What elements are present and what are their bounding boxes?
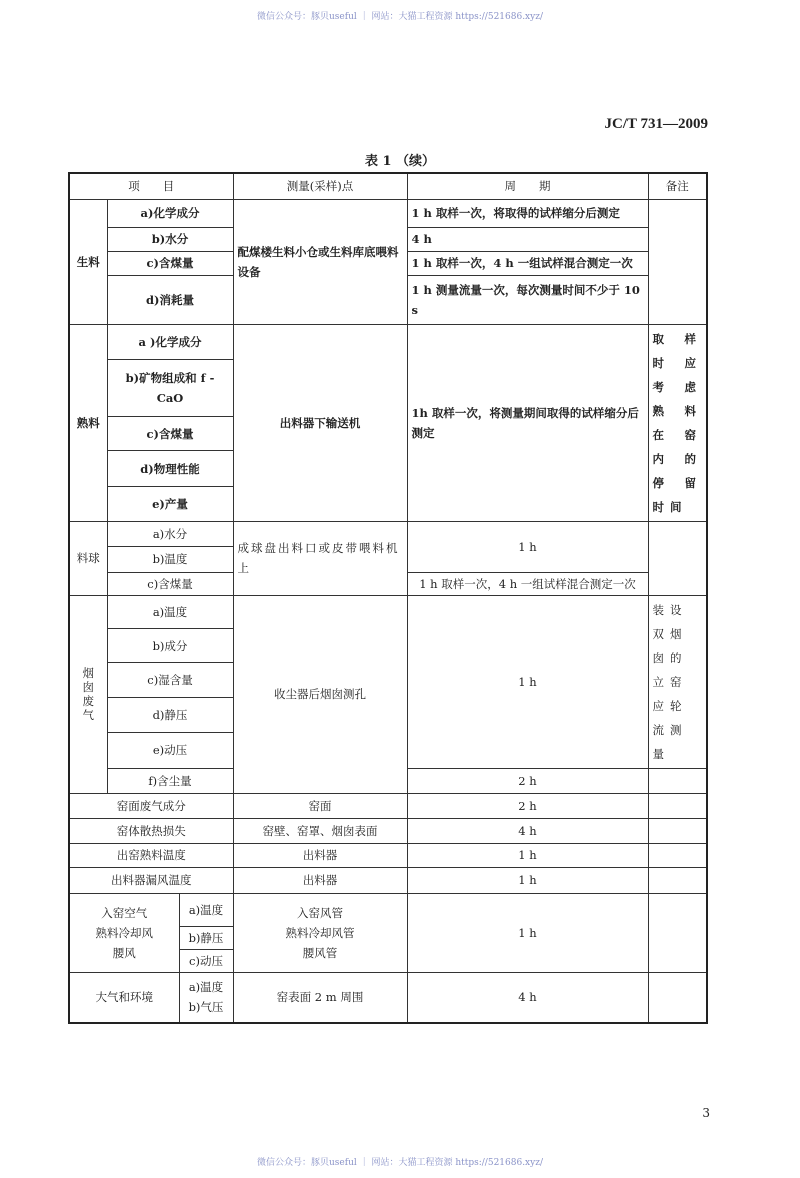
watermark-bottom: 微信公众号：豚贝useful ｜ 网站：大猫工程资源 https://521686.xyz/ <box>257 1158 543 1168</box>
table-row <box>69 199 707 227</box>
period: 1 h 取样一次，将取得的试样缩分后测定 <box>407 199 648 227</box>
item: c)动压 <box>179 949 233 972</box>
remark <box>648 843 707 867</box>
item: c)含煤量 <box>107 251 233 275</box>
item: a)水分 <box>107 521 233 546</box>
item: e)动压 <box>107 733 233 768</box>
item: b)温度 <box>107 546 233 572</box>
period: 1 h <box>407 595 648 768</box>
period: 1 h 取样一次，4 h 一组试样混合测定一次 <box>407 251 648 275</box>
header-period: 周 期 <box>407 173 648 199</box>
remark <box>648 199 707 324</box>
period: 1 h <box>407 843 648 867</box>
remark <box>648 818 707 843</box>
point: 窑面 <box>233 793 407 818</box>
item: 窑面废气成分 <box>69 793 233 818</box>
group-label: 料球 <box>69 521 107 595</box>
header-item: 项 目 <box>69 173 233 199</box>
point: 窑壁、窑罩、烟囱表面 <box>233 818 407 843</box>
item: c)湿含量 <box>107 663 233 698</box>
point: 配煤楼生料小仓或生料库底喂料设备 <box>233 199 407 324</box>
remark: 取样时应考虑熟料在窑内的停留时间 <box>648 324 707 521</box>
table-caption: 表 1 （续） <box>364 154 436 169</box>
period: 2 h <box>407 793 648 818</box>
period: 1 h <box>407 893 648 972</box>
period: 4 h <box>407 818 648 843</box>
item: 窑体散热损失 <box>69 818 233 843</box>
measurement-table <box>68 172 708 1024</box>
remark <box>648 793 707 818</box>
item: b)成分 <box>107 629 233 663</box>
item: a)温度 <box>179 893 233 926</box>
group-label: 大气和环境 <box>69 972 179 1023</box>
remark <box>648 893 707 972</box>
period: 1 h <box>407 867 648 893</box>
period: 1h 取样一次，将测量期间取得的试样缩分后测定 <box>407 324 648 521</box>
standard-number: JC/T 731—2009 <box>604 116 708 132</box>
group-label: 入窑空气 熟料冷却风 腰风 <box>69 893 179 972</box>
point: 成球盘出料口或皮带喂料机上 <box>233 521 407 595</box>
item: a)温度 <box>107 595 233 629</box>
group-label: 熟料 <box>69 324 107 521</box>
header-row <box>69 173 707 199</box>
period: 1 h 测量流量一次，每次测量时间不少于 10 s <box>407 275 648 324</box>
point: 出料器 <box>233 867 407 893</box>
page-number: 3 <box>702 1106 710 1120</box>
point: 出料器 <box>233 843 407 867</box>
item: b)静压 <box>179 926 233 949</box>
period: 1 h 取样一次，4 h 一组试样混合测定一次 <box>407 572 648 595</box>
watermark-top: 微信公众号：豚贝useful ｜ 网站：大猫工程资源 https://521686.xyz/ <box>257 12 543 22</box>
period: 4 h <box>407 227 648 251</box>
item: b)水分 <box>107 227 233 251</box>
item: c)含煤量 <box>107 416 233 450</box>
header-point: 测量(采样)点 <box>233 173 407 199</box>
group-label: 生料 <box>69 199 107 324</box>
point: 窑表面 2 m 周围 <box>233 972 407 1023</box>
period: 1 h <box>407 521 648 572</box>
item: a)化学成分 <box>107 199 233 227</box>
remark <box>648 972 707 1023</box>
remark <box>648 521 707 595</box>
remark <box>648 768 707 793</box>
remark <box>648 867 707 893</box>
item: e)产量 <box>107 487 233 521</box>
item: b)矿物组成和 f - CaO <box>107 360 233 416</box>
point: 入窑风管 熟料冷却风管 腰风管 <box>233 893 407 972</box>
remark: 装设双烟囱的立窑应轮流测量 <box>648 595 707 768</box>
header-remark: 备注 <box>648 173 707 199</box>
group-label: 烟囱废气 <box>69 595 107 793</box>
point: 收尘器后烟囱测孔 <box>233 595 407 793</box>
item: d)静压 <box>107 698 233 733</box>
item: 出窑熟料温度 <box>69 843 233 867</box>
item: a )化学成分 <box>107 324 233 360</box>
item: d)消耗量 <box>107 275 233 324</box>
period: 2 h <box>407 768 648 793</box>
period: 4 h <box>407 972 648 1023</box>
item: a)温度 b)气压 <box>179 972 233 1023</box>
point: 出料器下输送机 <box>233 324 407 521</box>
item: d)物理性能 <box>107 451 233 487</box>
item: f)含尘量 <box>107 768 233 793</box>
item: c)含煤量 <box>107 572 233 595</box>
item: 出料器漏风温度 <box>69 867 233 893</box>
